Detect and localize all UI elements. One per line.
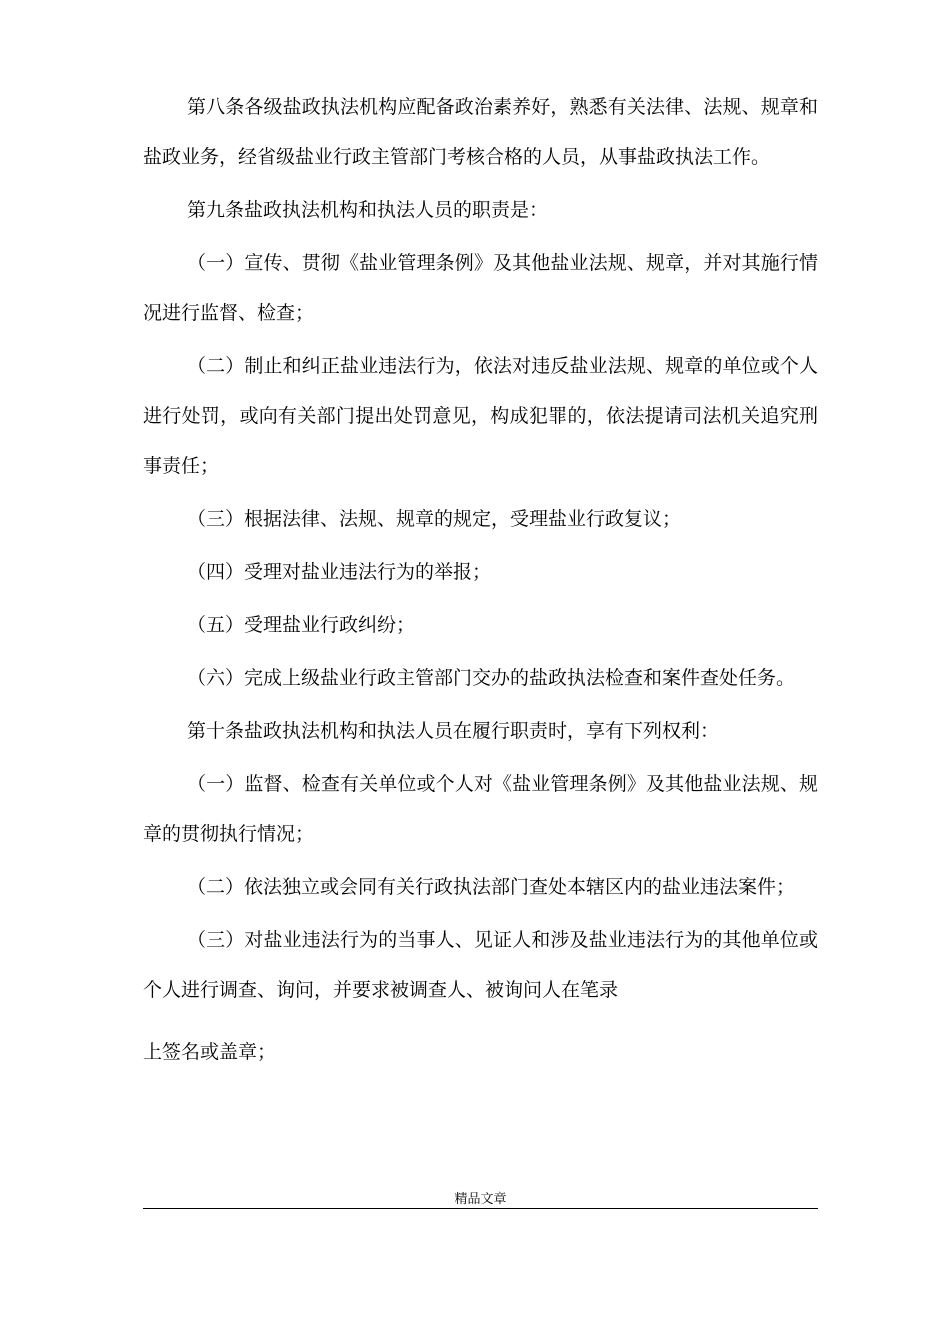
paragraph-article-10-item-2: （二）依法独立或会同有关行政执法部门查处本辖区内的盐业违法案件；: [187, 876, 796, 898]
paragraph-article-10-item-1: （一）监督、检查有关单位或个人对《盐业管理条例》及其他盐业法规、规章的贯彻执行情况；: [143, 773, 818, 845]
paragraph-article-9: 第九条盐政执法机构和执法人员的职责是：: [187, 199, 549, 221]
document-body: [143, 82, 818, 1080]
paragraph-continuation: 上签名或盖章；: [143, 1041, 277, 1063]
paragraph-article-10: 第十条盐政执法机构和执法人员在履行职责时，享有下列权利：: [187, 720, 720, 742]
paragraph-article-10-item-3: （三）对盐业违法行为的当事人、见证人和涉及盐业违法行为的其他单位或个人进行调查、询问，并要求被调查人、被询问人在笔录: [143, 929, 818, 1001]
paragraph-article-9-item-1: （一）宣传、贯彻《盐业管理条例》及其他盐业法规、规章，并对其施行情况进行监督、检查；: [143, 252, 818, 324]
paragraph-article-9-item-2: （二）制止和纠正盐业违法行为，依法对违反盐业法规、规章的单位或个人进行处罚，或向有关部门提出处罚意见，构成犯罪的，依法提请司法机关追究刑事责任；: [143, 355, 818, 477]
paragraph-article-9-item-6: （六）完成上级盐业行政主管部门交办的盐政执法检查和案件查处任务。: [187, 667, 796, 689]
paragraph-article-9-item-5: （五）受理盐业行政纠纷；: [187, 614, 416, 636]
page-footer-text: 精品文章: [454, 1192, 507, 1207]
paragraph-article-9-item-3: （三）根据法律、法规、规章的规定，受理盐业行政复议；: [187, 508, 682, 530]
paragraph-article-9-item-4: （四）受理对盐业违法行为的举报；: [187, 561, 492, 583]
paragraph-article-8: 第八条各级盐政执法机构应配备政治素养好，熟悉有关法律、法规、规章和盐政业务，经省级盐业行政主管部门考核合格的人员，从事盐政执法工作。: [143, 96, 818, 168]
footer-divider: [143, 1208, 818, 1209]
